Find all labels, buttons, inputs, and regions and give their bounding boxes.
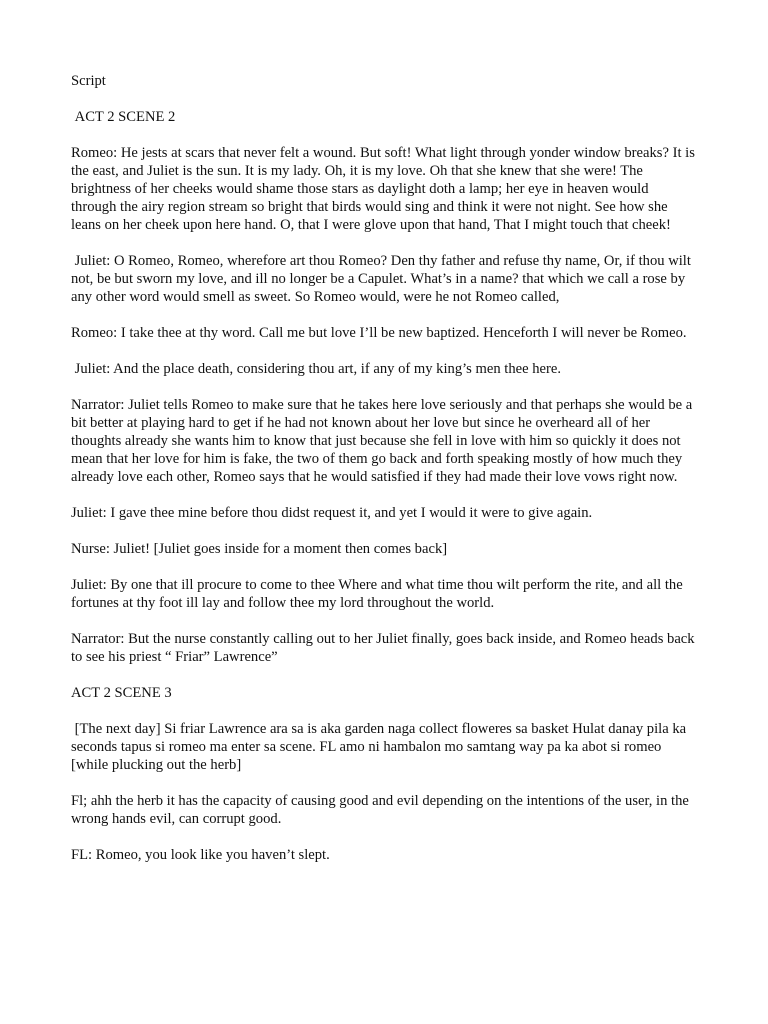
script-paragraph: Juliet: And the place death, considering thou art, if any of my king’s men thee here.: [71, 361, 561, 377]
script-paragraph: Fl; ahh the herb it has the capacity of causing good and evil depending on the intentions of the user, in the wrong hands evil, can corrupt good.: [71, 793, 693, 827]
script-paragraph: [The next day] Si friar Lawrence ara sa is aka garden naga collect floweres sa basket Hulat danay pila ka seconds tapus si romeo ma enter sa scene. FL amo ni hambalon mo samtang way pa ka abot si romeo [while plucking out the herb]: [71, 721, 690, 773]
scene-heading-act2-scene3: ACT 2 SCENE 3: [71, 685, 172, 701]
script-paragraph: Narrator: But the nurse constantly calling out to her Juliet finally, goes back inside, and Romeo heads back to see his priest “ Friar” Lawrence”: [71, 631, 699, 665]
script-paragraph: Romeo: I take thee at thy word. Call me but love I’ll be new baptized. Henceforth I will never be Romeo.: [71, 325, 687, 341]
document-title: Script: [71, 73, 106, 89]
script-paragraph: Juliet: O Romeo, Romeo, wherefore art thou Romeo? Den thy father and refuse thy name, Or, if thou wilt not, be but sworn my love, and ill no longer be a Capulet. What’s in a name? that which we call a rose by any other word would smell as sweet. So Romeo would, were he not Romeo called,: [71, 253, 695, 305]
scene-heading-act2-scene2: ACT 2 SCENE 2: [71, 109, 176, 125]
script-paragraph: Narrator: Juliet tells Romeo to make sure that he takes here love seriously and that perhaps she would be a bit better at playing hard to get if he had not known about her love but since he overheard all of her thoughts already she wants him to know that just because she fell in love with him so quickly it does not mean that her love for him is fake, the two of them go back and forth speaking mostly of how much they already love each other, Romeo says that he would satisfied if they had made their love vows right now.: [71, 397, 696, 485]
script-paragraph: Juliet: I gave thee mine before thou didst request it, and yet I would it were to give again.: [71, 505, 593, 521]
script-paragraph: Romeo: He jests at scars that never felt a wound. But soft! What light through yonder window breaks? It is the east, and Juliet is the sun. It is my lady. Oh, it is my love. Oh that she knew that she were! The brightness of her cheeks would shame those stars as daylight doth a lamp; her eye in heaven would through the airy region stream so bright that birds would sing and think it were not night. See how she leans on her cheek upon here hand. O, that I were glove upon that hand, That I might touch that cheek!: [71, 145, 699, 233]
script-paragraph: Nurse: Juliet! [Juliet goes inside for a moment then comes back]: [71, 541, 448, 557]
script-paragraph: FL: Romeo, you look like you haven’t slept.: [71, 847, 330, 863]
script-paragraph: Juliet: By one that ill procure to come to thee Where and what time thou wilt perform the rite, and all the fortunes at thy foot ill lay and follow thee my lord throughout the world.: [71, 577, 687, 611]
